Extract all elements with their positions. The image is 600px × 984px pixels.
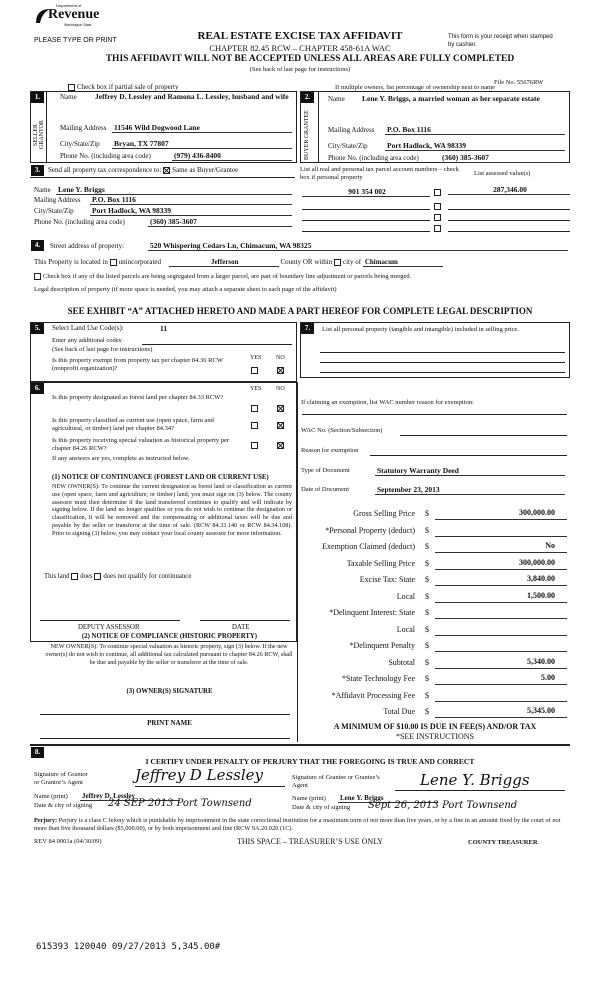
- does-qualify-check[interactable]: [71, 573, 78, 580]
- section-4-badge: 4.: [31, 240, 44, 251]
- buyer-side-label: BUYER GRANTEE: [304, 110, 310, 160]
- section-1-badge: 1.: [31, 92, 44, 103]
- located-row: [34, 258, 443, 267]
- sec6-yes-header: YES: [250, 386, 262, 392]
- fee-row: [300, 689, 570, 703]
- please-type-label: PLEASE TYPE OR PRINT: [34, 37, 117, 44]
- corr-mail-label: Mailing Address: [34, 196, 81, 204]
- seller-phone-label: Phone No. (including area code): [60, 152, 151, 160]
- sec6-no-header: NO: [276, 386, 285, 392]
- fee-currency: $: [425, 509, 429, 518]
- seller-city-value[interactable]: Bryan, TX 77807: [112, 139, 292, 149]
- fee-label: Local: [396, 624, 415, 634]
- buyer-mail-value[interactable]: P.O. Box 1116: [385, 125, 565, 135]
- this-land-label: This land: [44, 573, 70, 581]
- see-instructions-note: *SEE INSTRUCTIONS: [395, 732, 474, 741]
- owner-signature-label: (3) OWNER(S) SIGNATURE: [126, 688, 213, 695]
- notice-compliance-text: NEW OWNER(S): To continue special valuation as historic property, sign (3) below. If the new owner(s) do not wish to continue, all additional tax calculated pursuant to chapter 84.26 RCW, shall be due and payable by the seller or transferor at the time of sale.: [45, 643, 293, 666]
- perjury-statement: [34, 817, 570, 833]
- fee-row: [300, 639, 570, 653]
- doc-date-label: Date of Document: [301, 486, 350, 493]
- fee-value[interactable]: [435, 607, 567, 619]
- exempt-yes-check[interactable]: [251, 365, 260, 374]
- receipt-note: This form is your receipt when stamped by cashier.: [448, 34, 553, 48]
- city-value[interactable]: Chimacum: [363, 258, 443, 267]
- segregated-label: Check box if any of the listed parcels are being segregated from a larger parcel, are part of boundary line adjustment or parcels being merged.: [43, 273, 412, 280]
- form-title: REAL ESTATE EXCISE TAX AFFIDAVIT: [197, 30, 403, 42]
- corr-phone-value[interactable]: (360) 385-3607: [148, 217, 292, 227]
- fee-label: Total Due: [383, 707, 415, 716]
- section-3-badge: 3.: [31, 165, 44, 176]
- grantor-signature[interactable]: Jeffrey D Lessley: [135, 766, 263, 784]
- current-use-no-check[interactable]: [277, 420, 286, 429]
- land-use-code[interactable]: 11: [160, 324, 168, 333]
- fee-row: [300, 573, 570, 587]
- parcel-check-3[interactable]: [434, 212, 443, 221]
- seller-name-value[interactable]: Jeffrey D. Lessley and Ramona L. Lessley, husband and wife: [95, 92, 289, 101]
- perjury-label: Perjury:: [34, 817, 58, 824]
- land-use-see-back: (See back of last page for instructions): [52, 346, 153, 353]
- assessed-label: List assessed value(s): [474, 170, 531, 177]
- print-name-label: PRINT NAME: [147, 719, 192, 727]
- doc-date-value[interactable]: September 23, 2013: [375, 485, 565, 495]
- logo-text: Revenue: [48, 7, 100, 22]
- tax-corr-label: Send all property tax correspondence to:: [48, 166, 162, 174]
- grantee-signature[interactable]: Lene Y. Briggs: [420, 771, 530, 789]
- logo-sub-text: Washington State: [64, 23, 92, 27]
- legal-description-label: Legal description of property (if more space is needed, you may attach a separate sheet to each page of the affidavit): [34, 286, 337, 293]
- seller-city-label: City/State/Zip: [60, 140, 100, 148]
- exempt-no-label: NO: [276, 355, 285, 361]
- corr-city-value[interactable]: Port Hadlock, WA 98339: [90, 206, 292, 216]
- fee-row: [300, 672, 570, 686]
- current-use-yes-check[interactable]: [251, 420, 260, 429]
- wac-number-label: WAC No. (Section/Subsection): [301, 427, 383, 434]
- fee-value[interactable]: 5.00: [435, 673, 567, 685]
- fee-label: *Affidavit Processing Fee: [331, 690, 415, 700]
- parcel-personal-check[interactable]: [434, 187, 443, 196]
- grantor-name-label: Name (print): [34, 793, 68, 800]
- minimum-due-note: A MINIMUM OF $10.00 IS DUE IN FEE(S) AND/OR TAX: [333, 722, 537, 731]
- seller-name-label: Name: [60, 93, 77, 101]
- does-label: does: [80, 573, 93, 581]
- doc-type-label: Type of Document: [301, 467, 350, 474]
- notice-continuance-title: (1) NOTICE OF CONTINUANCE (FOREST LAND OR CURRENT USE): [52, 474, 269, 481]
- grantor-name-value[interactable]: Jeffrey D. Lessley: [80, 792, 180, 801]
- grantor-date-label: Date & city of signing: [34, 802, 93, 809]
- fee-currency: $: [425, 657, 429, 667]
- section-5-badge: 5.: [31, 323, 44, 334]
- street-label: Street address of property:: [50, 242, 125, 250]
- forest-yes-check[interactable]: [251, 403, 260, 412]
- assessed-value[interactable]: 287,346.00: [448, 185, 570, 195]
- exemption-wac-label: If claiming an exemption, list WAC number reason for exemption:: [301, 399, 474, 406]
- notice-continuance-text: NEW OWNER(S): To continue the current designation as forest land or classification as current use (open space, farm and agriculture, or timber) land, you must sign on (3) below. The county assessor must then determine if the land transferred continues to qualify and will indicate by signing below. If the land no longer qualifies or you do not wish to continue the designation or classification, it will be removed and the compensating or additional taxes will be due and payable by the seller or transferor at the time of sale. (RCW 84.33.140 or RCW 84.34.108). Prior to signing (3) below, you may contact your local county assessor for more information.: [52, 483, 292, 537]
- buyer-city-value[interactable]: Port Hadlock, WA 98339: [385, 141, 565, 151]
- see-back-note: (See back of last page for instructions): [249, 66, 351, 73]
- tax-corr-row: [48, 166, 238, 174]
- fee-row: [300, 623, 570, 637]
- fee-currency: $: [425, 690, 429, 700]
- fee-currency: $: [425, 674, 429, 683]
- exempt-question: Is this property exempt from property tax per chapter 84.36 RCW (nonprofit organization)?: [52, 357, 223, 372]
- buyer-name-label: Name: [328, 95, 345, 103]
- fee-label: Gross Selling Price: [353, 509, 415, 518]
- same-as-buyer-label: Same as Buyer/Grantee: [172, 166, 239, 174]
- fee-value[interactable]: No: [435, 541, 567, 553]
- section-8-badge: 8.: [31, 747, 44, 758]
- city-of-check[interactable]: [334, 259, 341, 266]
- qualify-row: [44, 573, 191, 580]
- fee-label: *Personal Property (deduct): [325, 525, 415, 535]
- fee-currency: $: [425, 591, 429, 601]
- same-as-buyer-check[interactable]: [163, 167, 170, 174]
- perjury-text: Perjury is a class C felony which is punishable by imprisonment in the state correctional institution for a maximum term of not more than five years, or by a fine in an amount fixed by the court of not more than five thousand dollars ($5,000.00), or by both imprisonment and fine (RCW 9A.20.020 (1C).: [34, 817, 561, 832]
- grantee-name-label: Name (print): [292, 795, 326, 802]
- forest-no-check[interactable]: [277, 403, 286, 412]
- partial-sale-check[interactable]: [68, 83, 178, 91]
- segregated-check-row[interactable]: [34, 273, 411, 280]
- assessor-date-label: DATE: [232, 624, 250, 631]
- cashier-stamp: 615393 120040 09/27/2013 5,345.00#: [36, 942, 221, 952]
- corr-name-label: Name: [34, 186, 51, 194]
- buyer-phone-label: Phone No. (including area code): [328, 154, 419, 162]
- unincorporated-check[interactable]: [110, 259, 117, 266]
- multiple-owners-note: If multiple owners, list percentage of ownership next to name: [335, 84, 495, 91]
- seller-phone-value[interactable]: (979) 436-8400: [172, 151, 292, 161]
- parcel-check-4[interactable]: [434, 223, 443, 232]
- certify-title: I CERTIFY UNDER PENALTY OF PERJURY THAT THE FOREGOING IS TRUE AND CORRECT: [145, 757, 475, 766]
- fee-value[interactable]: [435, 640, 567, 652]
- parcel-check-2[interactable]: [434, 201, 443, 210]
- corr-name-value[interactable]: Lene Y. Briggs: [56, 185, 292, 195]
- exempt-yes-label: YES: [250, 355, 262, 361]
- fee-currency: $: [425, 575, 429, 584]
- county-value[interactable]: Jefferson: [169, 258, 279, 267]
- fee-value[interactable]: 3,840.00: [435, 574, 567, 586]
- fee-row: [300, 606, 570, 620]
- doc-type-value[interactable]: Statutory Warranty Deed: [375, 466, 565, 476]
- section-2-badge: 2.: [301, 92, 314, 103]
- dor-logo: [34, 3, 98, 29]
- fee-row: [300, 540, 570, 554]
- fee-currency: $: [425, 641, 429, 650]
- corr-phone-label: Phone No. (including area code): [34, 218, 125, 226]
- buyer-city-label: City/State/Zip: [328, 142, 368, 150]
- file-number: File No. 55676RW: [494, 79, 544, 86]
- exhibit-reference: SEE EXHIBIT “A” ATTACHED HERETO AND MADE A PART HEREOF FOR COMPLETE LEGAL DESCRIPTION: [67, 306, 533, 316]
- corr-mail-value[interactable]: P.O. Box 1116: [90, 195, 292, 205]
- fee-row: [300, 557, 570, 571]
- fee-label: Subtotal: [388, 657, 415, 667]
- form-chapter: CHAPTER 82.45 RCW – CHAPTER 458-61A WAC: [209, 43, 391, 53]
- city-of-label: city of: [343, 258, 362, 266]
- partial-sale-label: Check box if partial sale of property: [77, 83, 179, 91]
- grantor-signature-label: Signature of Grantor or Grantor’s Agent: [34, 771, 88, 786]
- located-label: This Property is located in: [34, 258, 108, 266]
- grantee-signature-label: Signature of Grantee or Grantee’s Agent: [292, 774, 380, 789]
- fee-value[interactable]: [435, 624, 567, 636]
- parcel-number[interactable]: 901 354 002: [302, 187, 430, 197]
- deputy-assessor-label: DEPUTY ASSESSOR: [78, 624, 140, 631]
- historic-no-check[interactable]: [277, 440, 286, 449]
- reason-label: Reason for exemption: [301, 447, 359, 454]
- grantor-date-value[interactable]: 24 SEP 2013 Port Townsend: [108, 798, 252, 809]
- fee-row: [300, 507, 570, 521]
- fee-currency: $: [425, 558, 429, 568]
- historic-question: Is this property receiving special valuation as historical property per chapter 84.26 RCW?: [52, 437, 230, 452]
- notice-compliance-title: (2) NOTICE OF COMPLIANCE (HISTORIC PROPERTY): [81, 633, 258, 640]
- grantee-date-value[interactable]: Sept 26, 2013 Port Townsend: [368, 800, 518, 811]
- seller-side-label: SELLER GRANTOR: [33, 120, 45, 150]
- fee-value[interactable]: 1,500.00: [435, 591, 567, 603]
- additional-codes-label: Enter any additional codes:: [52, 337, 123, 344]
- unincorporated-label: unincorporated: [118, 258, 162, 266]
- logo-small-text: Department of: [56, 3, 82, 8]
- grantee-date-label: Date & city of signing: [292, 804, 351, 811]
- fee-label: Exemption Claimed (deduct): [322, 542, 415, 551]
- county-treasurer-label: COUNTY TREASURER: [468, 839, 538, 846]
- fee-currency: $: [425, 608, 429, 617]
- fee-currency: $: [425, 542, 429, 551]
- does-not-label: does not qualify for continuance: [103, 573, 192, 581]
- seller-mail-label: Mailing Address: [60, 124, 107, 132]
- seller-mail-value[interactable]: 11546 Wild Dogwood Lane: [112, 123, 292, 133]
- land-use-label: Select Land Use Code(s):: [52, 324, 124, 332]
- fee-currency: $: [425, 624, 429, 634]
- buyer-mail-label: Mailing Address: [328, 126, 375, 134]
- fee-label: Excise Tax: State: [359, 575, 415, 584]
- treasurer-use-label: THIS SPACE – TREASURER’S USE ONLY: [236, 837, 384, 846]
- fee-label: Local: [396, 591, 415, 601]
- fee-value[interactable]: 5,340.00: [435, 657, 567, 669]
- forest-land-question: Is this property designated as forest land per chapter 84.33 RCW?: [52, 394, 224, 401]
- corr-city-label: City/State/Zip: [34, 207, 74, 215]
- historic-yes-check[interactable]: [251, 440, 260, 449]
- fee-value[interactable]: [435, 525, 567, 537]
- fee-value[interactable]: 300,000.00: [435, 558, 567, 570]
- fee-row: [300, 524, 570, 538]
- fee-label: *Delinquent Penalty: [349, 641, 415, 650]
- does-not-qualify-check[interactable]: [94, 573, 101, 580]
- personal-property-label: List all personal property (tangible and intangible) included in selling price.: [322, 326, 519, 333]
- buyer-name-value[interactable]: Lene Y. Briggs, a married woman as her separate estate: [362, 94, 540, 103]
- fee-row: [300, 656, 570, 670]
- fee-row: [300, 705, 570, 719]
- fee-value[interactable]: 300,000.00: [435, 508, 567, 520]
- fee-value[interactable]: [435, 690, 567, 702]
- fee-label: *Delinquent Interest: State: [329, 608, 415, 617]
- section-7-badge: 7.: [301, 323, 314, 334]
- revision-number: REV 84 0001a (04/30/09): [34, 838, 102, 845]
- current-use-question: Is this property classified as current use (open space, farm and agricultural, or timber) land per chapter 84.34?: [52, 417, 214, 432]
- section-6-badge: 6.: [31, 383, 44, 394]
- form-warning: THIS AFFIDAVIT WILL NOT BE ACCEPTED UNLESS ALL AREAS ARE FULLY COMPLETED: [105, 54, 515, 64]
- street-address-value[interactable]: 520 Whispering Cedars Ln, Chimacum, WA 98325: [148, 241, 568, 251]
- buyer-phone-value[interactable]: (360) 385-3607: [440, 153, 565, 163]
- fee-currency: $: [425, 707, 429, 716]
- parcel-label: List all real and personal tax parcel account numbers – check box if personal property: [300, 166, 459, 181]
- fee-label: Taxable Selling Price: [346, 558, 415, 568]
- answers-yes-note: If any answers are yes, complete as instructed below.: [52, 455, 190, 462]
- fee-value[interactable]: 5,345.00: [435, 706, 567, 718]
- exempt-no-check[interactable]: [277, 365, 286, 374]
- grantee-name-value[interactable]: Lene Y. Briggs: [338, 794, 438, 803]
- fee-label: *State Technology Fee: [341, 674, 415, 683]
- county-label: County OR within: [280, 258, 333, 266]
- fee-currency: $: [425, 525, 429, 535]
- fee-row: [300, 590, 570, 604]
